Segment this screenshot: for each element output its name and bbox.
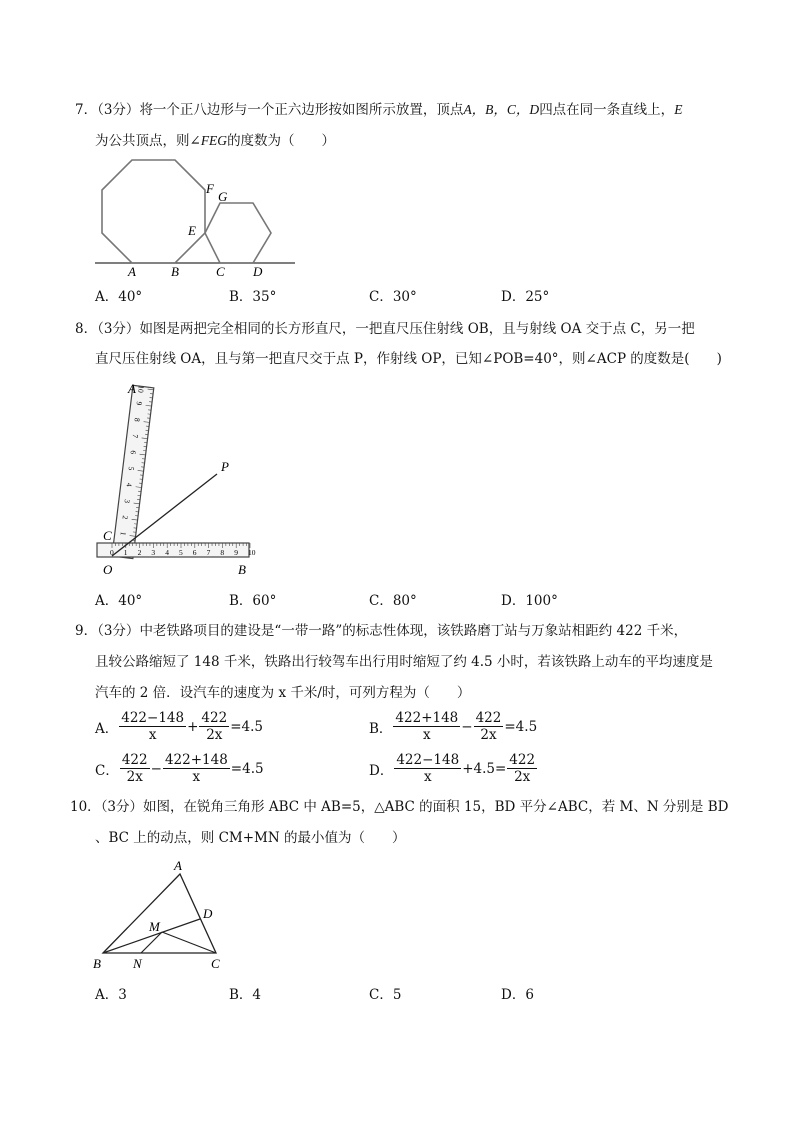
q8-horizontal-ruler: [97, 543, 256, 557]
ruler-number: 7: [130, 433, 140, 439]
ruler-number: 2: [120, 514, 130, 520]
ruler-number: 0: [110, 548, 114, 557]
q8-figure: [95, 378, 265, 578]
q10-option-c[interactable]: C．5: [369, 987, 402, 1003]
ruler-number: 7: [206, 548, 211, 557]
ruler-number: 8: [220, 548, 225, 557]
q8-label-A: A: [128, 381, 136, 396]
ruler-number: 9: [134, 401, 144, 406]
q10-label-A: A: [174, 858, 182, 873]
q10-option-d[interactable]: D．6: [501, 987, 534, 1003]
q7-hexagon: [205, 203, 271, 263]
q7-stem-line2: 为公共顶点，则∠FEG的度数为（ ）: [95, 133, 336, 149]
q10-stem-line1: 10．（3分）如图，在锐角三角形 ABC 中 AB=5，△ABC 的面积 15，BD 平分∠ABC，若 M、N 分别是 BD: [70, 799, 729, 815]
q10-segment-MN: [141, 932, 162, 953]
q7-label-C: C: [216, 264, 225, 279]
q10-label-D: D: [203, 906, 213, 921]
q10-option-b[interactable]: B．4: [229, 987, 262, 1003]
q10-label-C: C: [211, 956, 220, 971]
ruler-number: 5: [179, 548, 183, 557]
q9-stem-line2: 且较公路缩短了 148 千米，铁路出行较驾车出行用时缩短了约 4.5 小时，若该铁路上动车的平均速度是: [95, 654, 713, 670]
q7-label-B: B: [171, 264, 179, 279]
q10-label-M: M: [149, 919, 160, 934]
q8-option-c[interactable]: C．80°: [369, 593, 417, 609]
q7-figure: [90, 155, 300, 280]
q7-option-a[interactable]: A．40°: [95, 289, 143, 305]
ruler-number: 10: [248, 548, 256, 557]
q9-stem-line3: 汽车的 2 倍．设汽车的速度为 x 千米/时，可列方程为（ ）: [95, 685, 471, 701]
q8-option-d[interactable]: D．100°: [501, 593, 558, 609]
ruler-number: 1: [118, 531, 128, 537]
ruler-number: 10: [136, 384, 146, 394]
q10-label-N: N: [133, 956, 142, 971]
q7-label-D: D: [253, 264, 263, 279]
q10-triangle-ABC: [103, 874, 216, 953]
q7-octagon: [102, 160, 205, 263]
q9-stem-line1: 9．（3分）中老铁路项目的建设是“一带一路”的标志性体现，该铁路磨丁站与万象站相距约 422 千米，: [75, 623, 688, 639]
q7-option-c[interactable]: C．30°: [369, 289, 417, 305]
q9-option-d[interactable]: D． $\frac{422-148}{x}$ +4.5= $\frac{422}{2x}$: [369, 752, 536, 785]
ruler-number: 3: [151, 548, 156, 557]
q8-tilted-ruler: [112, 384, 154, 558]
q8-label-B: B: [238, 562, 246, 577]
q8-label-C: C: [103, 528, 112, 543]
q9-option-c[interactable]: C． $\frac{422}{2x}$ − $\frac{422+148}{x}$ =4.5: [95, 752, 264, 785]
ruler-number: 4: [165, 548, 169, 557]
q7-option-d[interactable]: D．25°: [501, 289, 550, 305]
q8-label-O: O: [103, 562, 113, 577]
q7-option-b[interactable]: B．35°: [229, 289, 277, 305]
q10-option-a[interactable]: A．3: [95, 987, 127, 1003]
q8-label-P: P: [221, 459, 229, 474]
q8-option-b[interactable]: B．60°: [229, 593, 277, 609]
q10-label-B: B: [93, 956, 101, 971]
q8-option-a[interactable]: A．40°: [95, 593, 143, 609]
q8-stem-line1: 8．（3分）如图是两把完全相同的长方形直尺，一把直尺压住射线 OB，且与射线 OA 交于点 C，另一把: [75, 321, 695, 337]
q7-label-E: E: [188, 223, 196, 238]
q7-stem-line1: 7．（3分）将一个正八边形与一个正六边形按如图所示放置，顶点A，B，C，D四点在同一条直线上，E: [75, 102, 683, 118]
ruler-number: 2: [137, 548, 142, 557]
q7-label-G: G: [218, 189, 228, 204]
q9-option-a[interactable]: A． $\frac{422-148}{x}$ + $\frac{422}{2x}$ =4.5: [95, 710, 263, 743]
ruler-number: 1: [123, 548, 128, 557]
q10-stem-line2: 、BC 上的动点，则 CM+MN 的最小值为（ ）: [95, 830, 406, 846]
q7-label-A: A: [128, 264, 136, 279]
ruler-number: 6: [192, 548, 197, 557]
ruler-number: 9: [234, 548, 238, 557]
ruler-number: 3: [122, 498, 132, 504]
q8-stem-line2: 直尺压住射线 OA，且与第一把直尺交于点 P，作射线 OP，已知∠POB=40°，则∠ACP 的度数是( ): [95, 351, 722, 367]
ruler-number: 5: [126, 466, 136, 471]
ruler-number: 4: [124, 482, 134, 488]
ruler-number: 6: [128, 449, 138, 455]
ruler-number: 8: [132, 417, 142, 423]
q9-option-b[interactable]: B． $\frac{422+148}{x}$ − $\frac{422}{2x}$ =4.5: [369, 710, 538, 743]
q7-label-F: F: [206, 181, 214, 196]
q10-figure: [88, 858, 238, 973]
